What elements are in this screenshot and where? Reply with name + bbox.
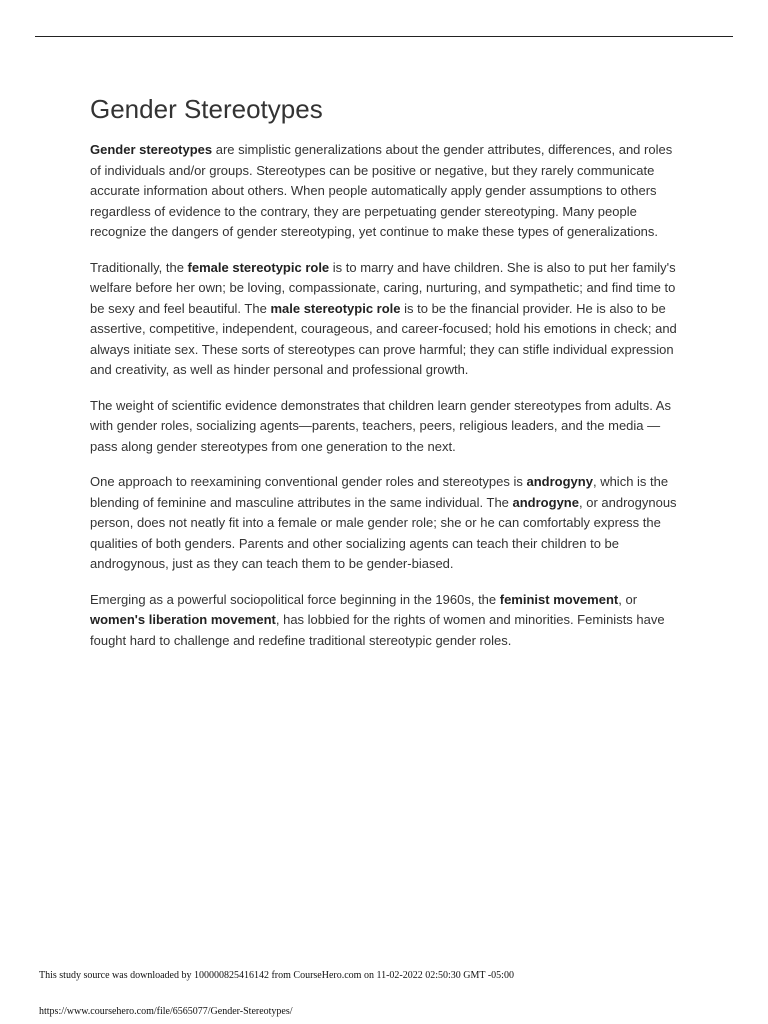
- paragraph-text: , or: [618, 591, 638, 607]
- download-source-note: This study source was downloaded by 100000825416142 from CourseHero.com on 11-02-2022 02:50:30 GMT -05:00: [39, 970, 514, 981]
- key-term: female stereotypic role: [187, 259, 330, 275]
- paragraph-text: One approach to reexamining conventional gender roles and stereotypes is: [90, 474, 527, 489]
- key-term: androgyne: [512, 494, 579, 510]
- body-paragraph: [90, 258, 680, 381]
- body-paragraph: [90, 396, 680, 458]
- key-term: women's liberation movement: [90, 612, 276, 627]
- paragraph-text: , has lobbied for the rights of women and minorities. Feminists have fought hard to challenge and redefine traditional stereotypic gender roles.: [90, 612, 665, 648]
- key-term: androgyny: [526, 474, 593, 489]
- key-term: Gender stereotypes: [90, 142, 213, 157]
- article: [90, 92, 680, 666]
- paragraph-text: is to be the financial provider. He is also to be assertive, competitive, independent, courageous, and career-focused; hold his emotions in check; and always initiate sex. These sorts of stereotypes can prove harmful; they can stifle individual expression and creativity, as well as hinder personal and professional growth.: [90, 300, 677, 377]
- paragraph-text: Emerging as a powerful sociopolitical force beginning in the 1960s, the: [90, 591, 500, 607]
- body-paragraph: [90, 472, 680, 575]
- paragraph-text: are simplistic generalizations about the gender attributes, differences, and roles of individuals and/or groups. Stereotypes can be positive or negative, but they rarely communicate accurate information about others. When people automatically apply gender assumptions to others regardless of evidence to the contrary, they are perpetuating gender stereotyping. Many people recognize the dangers of gender stereotyping, yet continue to make these types of generalizations.: [90, 142, 673, 239]
- paragraph-text: , or androgynous person, does not neatly fit into a female or male gender role; she or he can comfortably express the qualities of both genders. Parents and other socializing agents can teach their children to be androgynous, just as they can teach them to be gender-biased.: [90, 494, 677, 571]
- paragraph-text: is to marry and have children. She is also to put her family's welfare before her own; be loving, compassionate, caring, nurturing, and sympathetic; and find time to be sexy and feel beautiful. The: [90, 259, 676, 316]
- paragraph-text: The weight of scientific evidence demonstrates that children learn gender stereotypes from adults. As with gender roles, socializing agents—parents, teachers, peers, religious leaders, and the media —pass along gender stereotypes from one generation to the next.: [90, 397, 671, 454]
- body-paragraph: [90, 140, 680, 243]
- article-body: [90, 140, 680, 651]
- page-title: Gender Stereotypes: [90, 94, 323, 124]
- body-paragraph: [90, 590, 680, 652]
- top-divider: [35, 36, 733, 37]
- key-term: male stereotypic role: [270, 300, 401, 316]
- key-term: feminist movement: [499, 591, 619, 607]
- paragraph-text: , which is the blending of feminine and masculine attributes in the same individual. The: [90, 474, 669, 510]
- source-url: https://www.coursehero.com/file/6565077/Gender-Stereotypes/: [39, 1006, 293, 1017]
- paragraph-text: Traditionally, the: [90, 259, 188, 275]
